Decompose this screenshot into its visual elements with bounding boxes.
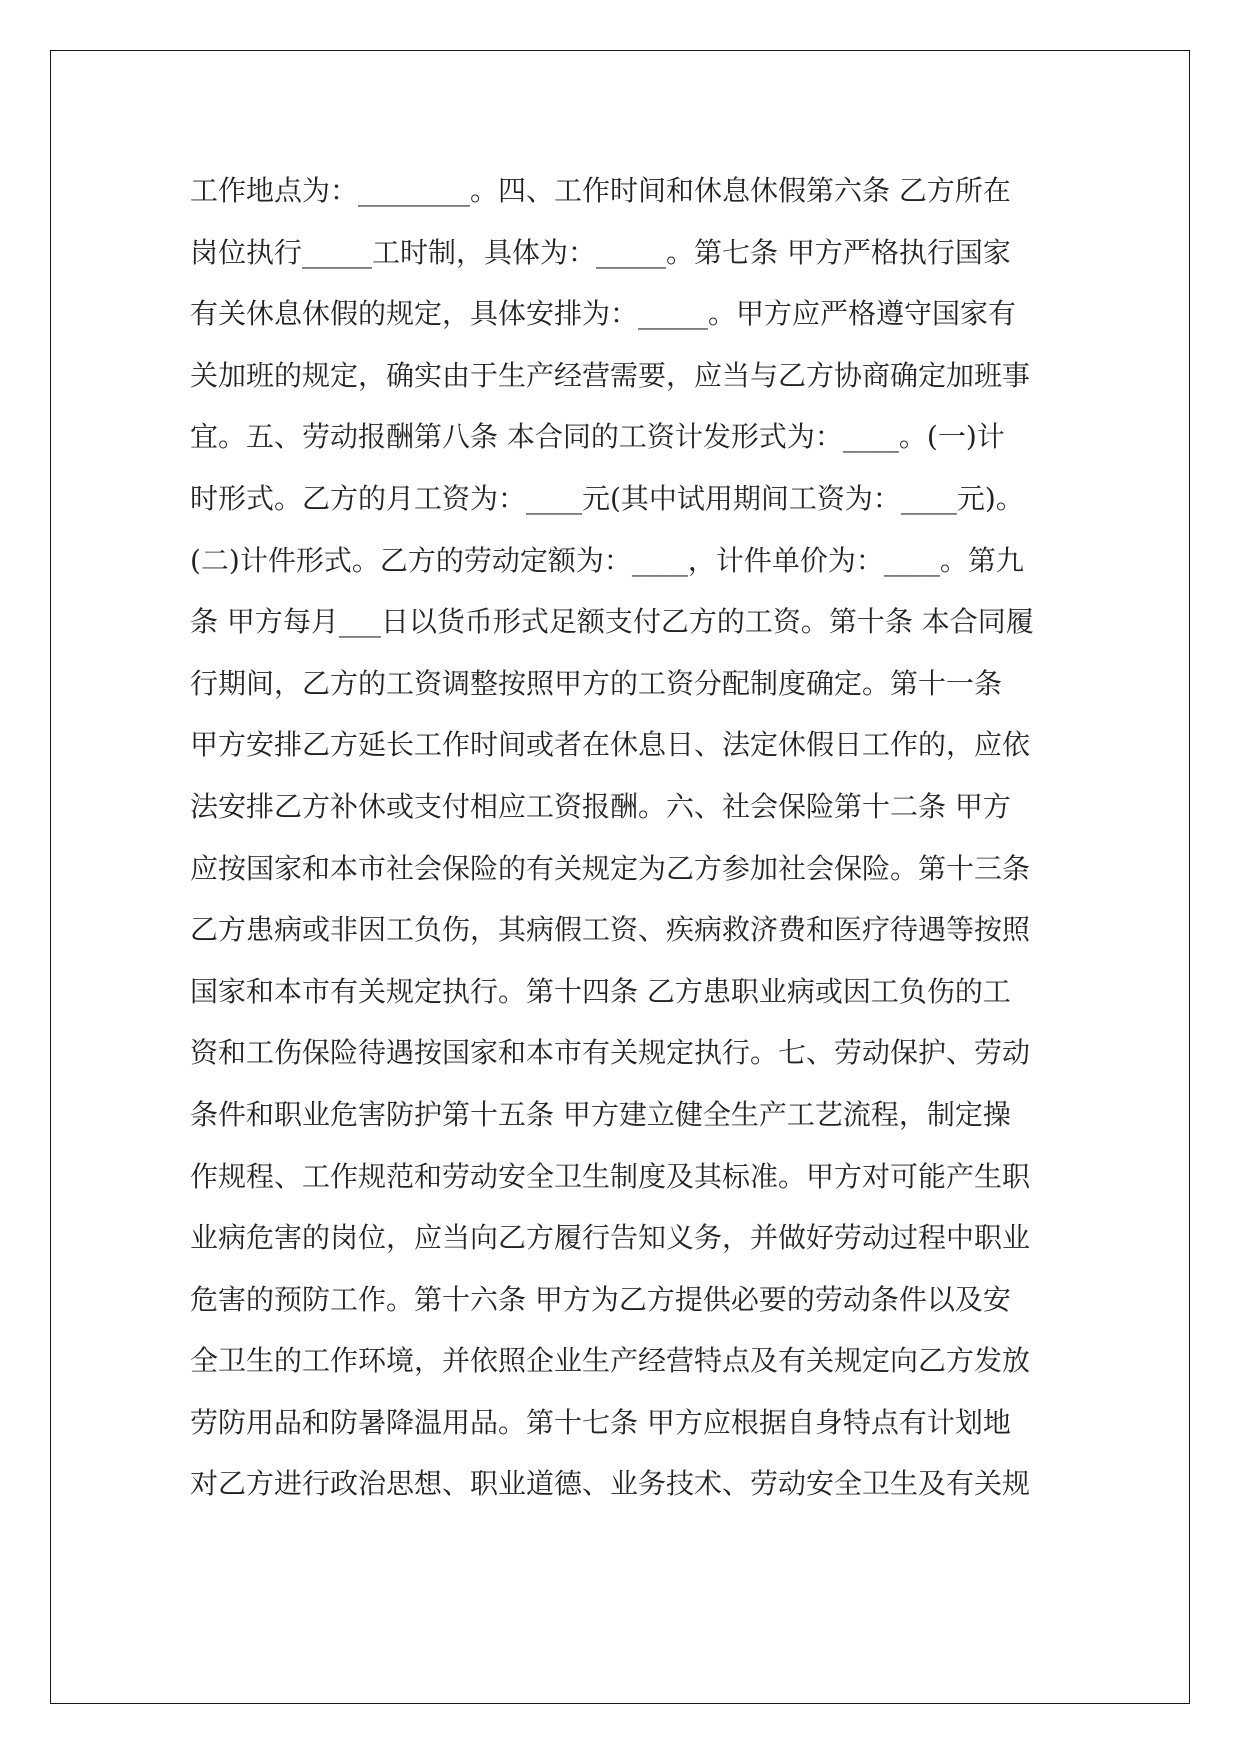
- text-line: 乙方患病或非因工负伤，其病假工资、疾病救济费和医疗待遇等按照: [190, 913, 1031, 947]
- text-line: 法安排乙方补休或支付相应工资报酬。六、社会保险第十二条 甲方: [190, 789, 1011, 823]
- text-line: 资和工伤保险待遇按国家和本市有关规定执行。七、劳动保护、劳动: [190, 1036, 1031, 1070]
- text-line: 危害的预防工作。第十六条 甲方为乙方提供必要的劳动条件以及安: [190, 1282, 1011, 1316]
- text-line: 应按国家和本市社会保险的有关规定为乙方参加社会保险。第十三条: [190, 851, 1031, 885]
- text-line: 业病危害的岗位，应当向乙方履行告知义务，并做好劳动过程中职业: [190, 1221, 1031, 1255]
- text-line: 劳防用品和防暑降温用品。第十七条 甲方应根据自身特点有计划地: [190, 1405, 1011, 1439]
- text-line: 时形式。乙方的月工资为：____元(其中试用期间工资为：____元)。: [190, 481, 1024, 515]
- text-line: 关加班的规定，确实由于生产经营需要，应当与乙方协商确定加班事: [190, 358, 1031, 392]
- text-line: 甲方安排乙方延长工作时间或者在休息日、法定休假日工作的，应依: [190, 728, 1031, 762]
- text-line: 国家和本市有关规定执行。第十四条 乙方患职业病或因工负伤的工: [190, 974, 1011, 1008]
- text-line: 行期间，乙方的工资调整按照甲方的工资分配制度确定。第十一条: [190, 666, 1003, 700]
- text-line: 岗位执行_____工时制，具体为：_____。第七条 甲方严格执行国家: [190, 235, 1011, 269]
- text-line: 对乙方进行政治思想、职业道德、业务技术、劳动安全卫生及有关规: [190, 1467, 1031, 1501]
- text-line: 条件和职业危害防护第十五条 甲方建立健全生产工艺流程，制定操: [190, 1097, 1011, 1131]
- text-line: 工作地点为：________。四、工作时间和休息休假第六条 乙方所在: [190, 174, 1011, 207]
- text-line: (二)计件形式。乙方的劳动定额为：____，计件单价为：____。第九: [190, 543, 1024, 577]
- text-line: 有关休息休假的规定，具体安排为：_____。甲方应严格遵守国家有: [190, 297, 1017, 331]
- document-body: [190, 160, 1070, 1515]
- text-line: 作规程、工作规范和劳动安全卫生制度及其标准。甲方对可能产生职: [190, 1159, 1031, 1193]
- text-line: 全卫生的工作环境，并依照企业生产经营特点及有关规定向乙方发放: [190, 1344, 1031, 1378]
- text-line: 宜。五、劳动报酬第八条 本合同的工资计发形式为：____。(一)计: [190, 420, 1005, 454]
- text-line: 条 甲方每月___日以货币形式足额支付乙方的工资。第十条 本合同履: [190, 605, 1034, 639]
